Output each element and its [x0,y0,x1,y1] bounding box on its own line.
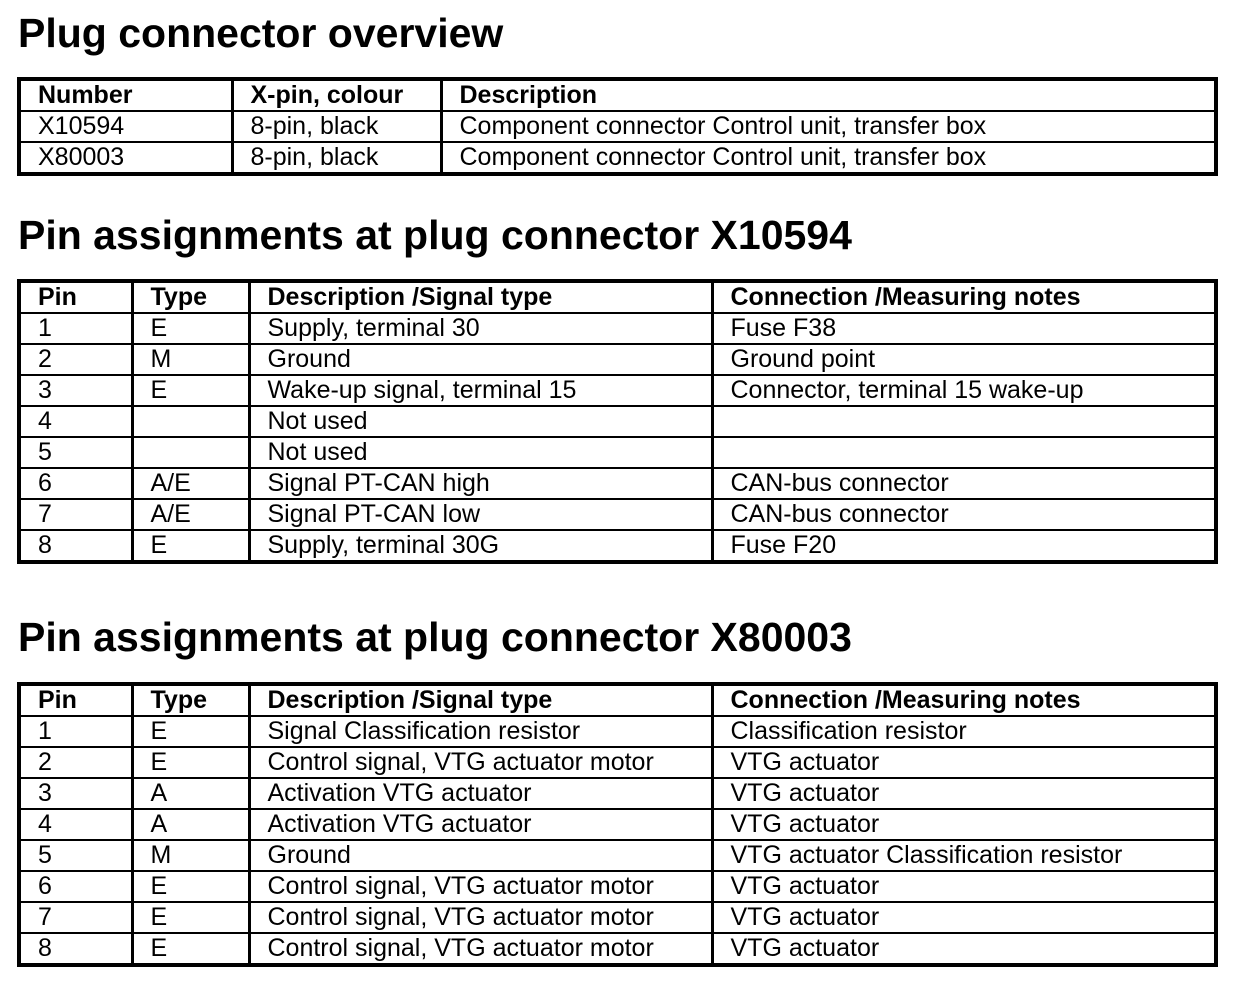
table-row [19,437,1216,468]
cell-description: Wake-up signal, terminal 15 [249,375,712,406]
cell-description: Ground [249,840,712,871]
cell-number: X10594 [19,111,232,142]
cell-type [132,437,249,468]
cell-type: E [132,747,249,778]
cell-pin: 6 [19,871,132,902]
cell-description: Control signal, VTG actuator motor [249,747,712,778]
table-row [19,530,1216,562]
cell-pin: 2 [19,747,132,778]
table-row [19,933,1216,965]
cell-x-pin-colour: 8-pin, black [232,142,441,174]
cell-pin: 4 [19,809,132,840]
header-type: Type [132,684,249,716]
table-row [19,142,1216,174]
cell-description: Supply, terminal 30 [249,313,712,344]
cell-pin: 1 [19,313,132,344]
cell-connection: CAN-bus connector [712,499,1216,530]
cell-type: M [132,840,249,871]
cell-pin: 7 [19,499,132,530]
header-connection-measuring-notes: Connection /Measuring notes [712,684,1216,716]
cell-connection: VTG actuator [712,778,1216,809]
cell-type: A/E [132,468,249,499]
table-row [19,716,1216,747]
overview-table [17,77,1218,176]
x10594-title: Pin assignments at plug connector X10594 [18,212,852,258]
cell-connection: VTG actuator [712,747,1216,778]
x80003-title: Pin assignments at plug connector X80003 [18,614,852,660]
x10594-pin-table [17,279,1218,564]
cell-description: Control signal, VTG actuator motor [249,933,712,965]
cell-description: Ground [249,344,712,375]
cell-pin: 5 [19,840,132,871]
header-row [19,79,1216,111]
cell-pin: 7 [19,902,132,933]
cell-connection [712,406,1216,437]
cell-connection: VTG actuator Classification resistor [712,840,1216,871]
cell-type [132,406,249,437]
cell-type: E [132,375,249,406]
header-description-signal-type: Description /Signal type [249,684,712,716]
cell-connection: VTG actuator [712,871,1216,902]
cell-connection: VTG actuator [712,809,1216,840]
table-row [19,111,1216,142]
cell-pin: 1 [19,716,132,747]
cell-type: E [132,933,249,965]
cell-number: X80003 [19,142,232,174]
cell-connection: Classification resistor [712,716,1216,747]
cell-pin: 5 [19,437,132,468]
cell-type: E [132,716,249,747]
cell-pin: 2 [19,344,132,375]
cell-description: Activation VTG actuator [249,778,712,809]
table-row [19,840,1216,871]
table-row [19,344,1216,375]
cell-description: Signal Classification resistor [249,716,712,747]
cell-description: Activation VTG actuator [249,809,712,840]
header-pin: Pin [19,281,132,313]
cell-type: E [132,902,249,933]
header-pin: Pin [19,684,132,716]
header-number: Number [19,79,232,111]
cell-connection: CAN-bus connector [712,468,1216,499]
table-row [19,747,1216,778]
cell-description: Control signal, VTG actuator motor [249,902,712,933]
table-row [19,313,1216,344]
x80003-pin-table [17,682,1218,967]
cell-description: Control signal, VTG actuator motor [249,871,712,902]
cell-pin: 3 [19,778,132,809]
header-connection-measuring-notes: Connection /Measuring notes [712,281,1216,313]
cell-type: M [132,344,249,375]
table-row [19,871,1216,902]
table-row [19,499,1216,530]
table-row [19,778,1216,809]
overview-title: Plug connector overview [18,10,504,56]
cell-description: Component connector Control unit, transfer box [441,142,1216,174]
cell-description: Not used [249,437,712,468]
table-row [19,375,1216,406]
header-row [19,684,1216,716]
header-description: Description [441,79,1216,111]
cell-pin: 8 [19,530,132,562]
cell-x-pin-colour: 8-pin, black [232,111,441,142]
header-type: Type [132,281,249,313]
cell-description: Component connector Control unit, transfer box [441,111,1216,142]
cell-connection: Connector, terminal 15 wake-up [712,375,1216,406]
header-description-signal-type: Description /Signal type [249,281,712,313]
cell-connection: Fuse F38 [712,313,1216,344]
table-row [19,902,1216,933]
table-row [19,809,1216,840]
cell-connection: Fuse F20 [712,530,1216,562]
cell-pin: 3 [19,375,132,406]
table-row [19,468,1216,499]
cell-pin: 4 [19,406,132,437]
cell-description: Signal PT-CAN high [249,468,712,499]
cell-connection: Ground point [712,344,1216,375]
cell-pin: 6 [19,468,132,499]
cell-connection: VTG actuator [712,902,1216,933]
cell-type: A/E [132,499,249,530]
header-row [19,281,1216,313]
header-x-pin-colour: X-pin, colour [232,79,441,111]
cell-description: Supply, terminal 30G [249,530,712,562]
cell-description: Not used [249,406,712,437]
cell-type: E [132,530,249,562]
cell-type: E [132,313,249,344]
cell-connection: VTG actuator [712,933,1216,965]
cell-connection [712,437,1216,468]
cell-type: E [132,871,249,902]
cell-type: A [132,778,249,809]
cell-type: A [132,809,249,840]
table-row [19,406,1216,437]
cell-pin: 8 [19,933,132,965]
cell-description: Signal PT-CAN low [249,499,712,530]
